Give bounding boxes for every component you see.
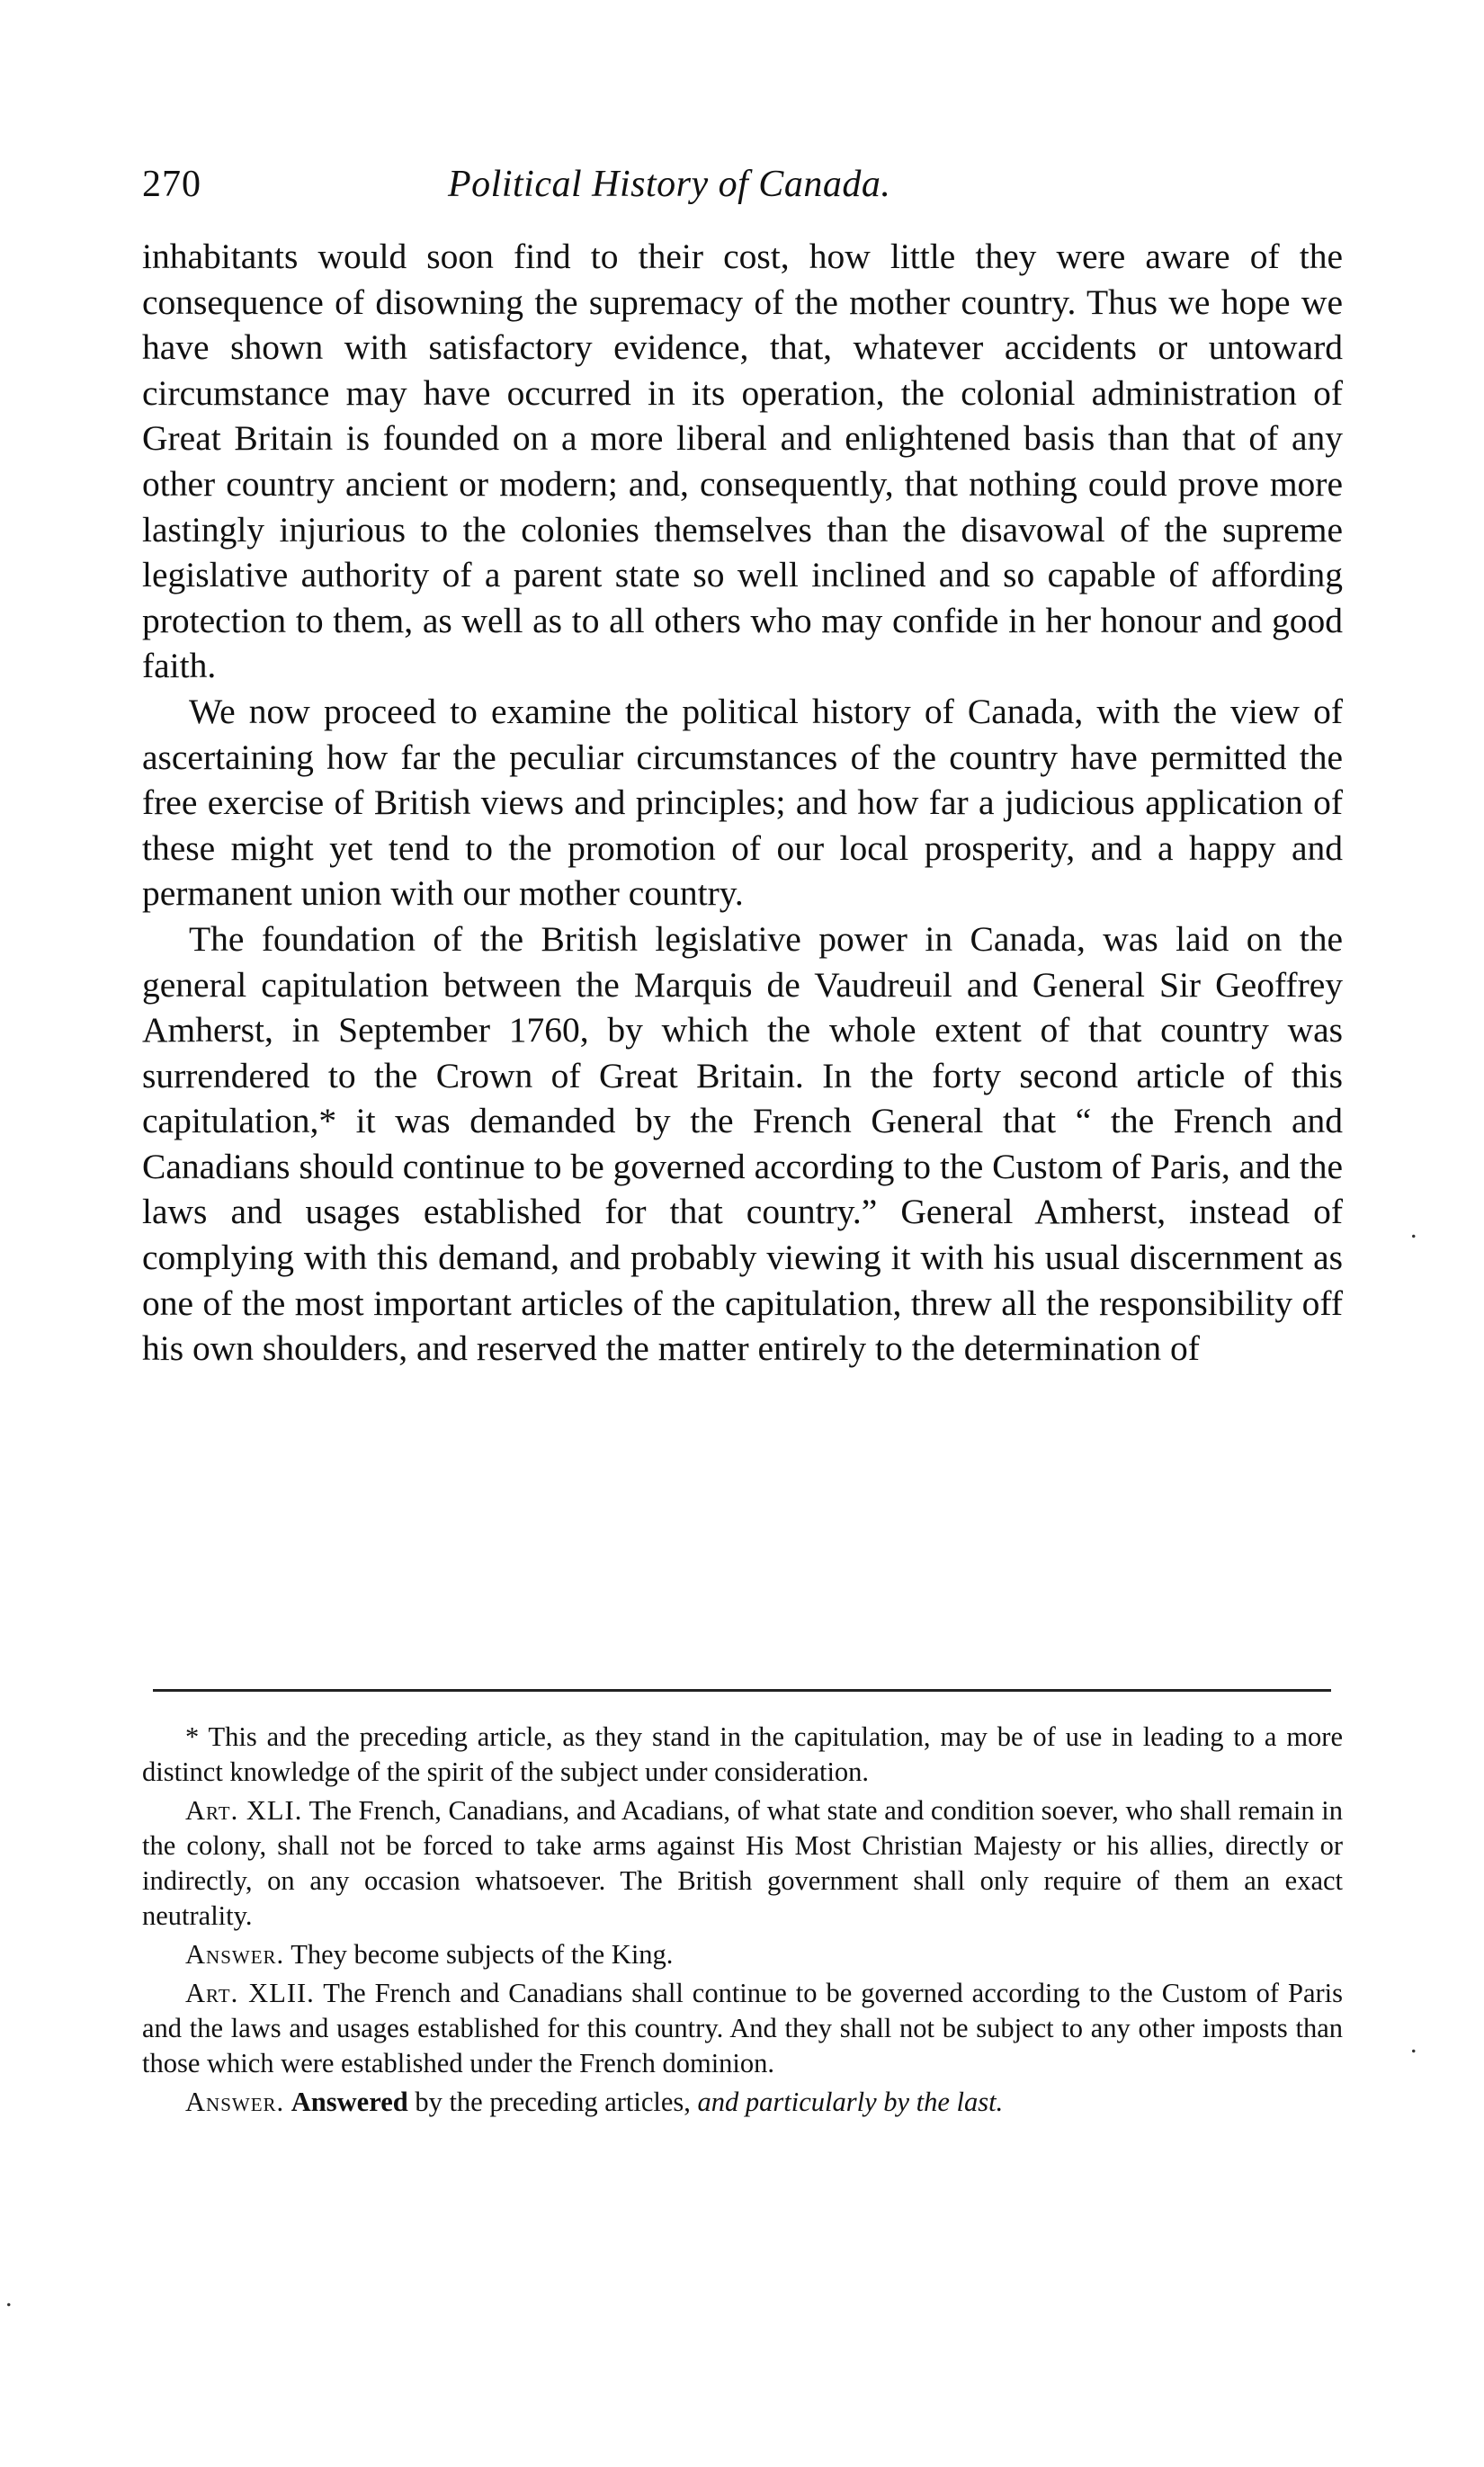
paragraph-capitulation: The foundation of the British legislative power in Canada, was laid on the general capitulation between the Marquis de Vaudreuil and General Sir Geoffrey Amherst, in September 1760, by which the whole extent of that country was surrendered to the Crown of Great Britain. In the forty second article of this capitulation,* it was demanded by the French General that “ the French and Canadians should continue to be governed according to the Custom of Paris, and the laws and usages established for that country.” General Amherst, instead of complying with this demand, and probably viewing it with his usual discernment as one of the most important articles of the capitulation, threw all the responsibility off his own shoulders, and reserved the matter entirely to the determination of — [142, 918, 1343, 1369]
article-41-text: The French, Canadians, and Acadians, of what state and condition soever, who shall remain in the colony, shall not be forced to take arms against His Most Christian Majesty or his allies, directly or indirectly, on any occasion whatsoever. The British government shall only require of them an exact neutrality. — [142, 1795, 1343, 1931]
answer-42-mid: by the preceding articles, — [415, 2087, 691, 2117]
footnote-asterisk: * This and the preceding article, as they stand in the capitulation, may be of use in leading to a more distinct knowledge of the spirit of the subject under consideration. — [142, 1721, 1343, 1787]
answer-41-label: Answer. — [185, 1939, 285, 1970]
footnote-article-41 — [142, 1793, 1343, 1934]
footnotes — [142, 1720, 1343, 2123]
footnote-rule — [153, 1689, 1331, 1692]
answer-42-tail: and particularly by the last. — [697, 2087, 1004, 2117]
running-title: Political History of Canada. — [448, 164, 891, 205]
paragraph-political-history: We now proceed to examine the political history of Canada, with the view of ascertaining how far the peculiar circumstances of the country have permitted the free exercise of British views and principles; and how far a judicious application of these might yet tend to the promotion of our local prosperity, and a happy and permanent union with our mother country. — [142, 691, 1343, 914]
article-42-text: The French and Canadians shall continue to be governed according to the Custom of Paris and the laws and usages established for this country. And they shall not be subject to any other imposts than those which were established under the French dominion. — [142, 1978, 1343, 2078]
paragraph-continuation: inhabitants would soon find to their cost, how little they were aware of the consequence of disowning the supremacy of the mother country. Thus we hope we have shown with satisfactory evidence, that, whatever accidents or untoward circumstance may have occurred in its operation, the colonial administration of Great Britain is founded on a more liberal and enlightened basis than that of any other country ancient or modern; and, consequently, that nothing could prove more lastingly injurious to the colonies themselves than the disavowal of the supreme legislative authority of a parent state so well inclined and so capable of affording protection to them, as well as to all others who may confide in her honour and good faith. — [142, 237, 1343, 686]
footnote-answer-42 — [142, 2085, 1343, 2120]
article-41-label: Art. XLI. — [185, 1795, 303, 1826]
footnote-answer-41 — [142, 1937, 1343, 1972]
margin-tick-mark: . — [1410, 2029, 1417, 2059]
footnote-article-42 — [142, 1976, 1343, 2081]
margin-smudge-mark: . — [5, 2283, 13, 2312]
article-42-label: Art. XLII. — [185, 1978, 315, 2008]
margin-tick-mark: . — [1410, 1214, 1417, 1244]
answer-42-label: Answer. — [185, 2087, 285, 2117]
main-text — [142, 234, 1343, 1372]
running-head — [142, 160, 1343, 214]
page-number: 270 — [142, 164, 201, 205]
answer-41-text: They become subjects of the King. — [291, 1939, 674, 1970]
answer-42-lead: Answered — [291, 2087, 408, 2117]
